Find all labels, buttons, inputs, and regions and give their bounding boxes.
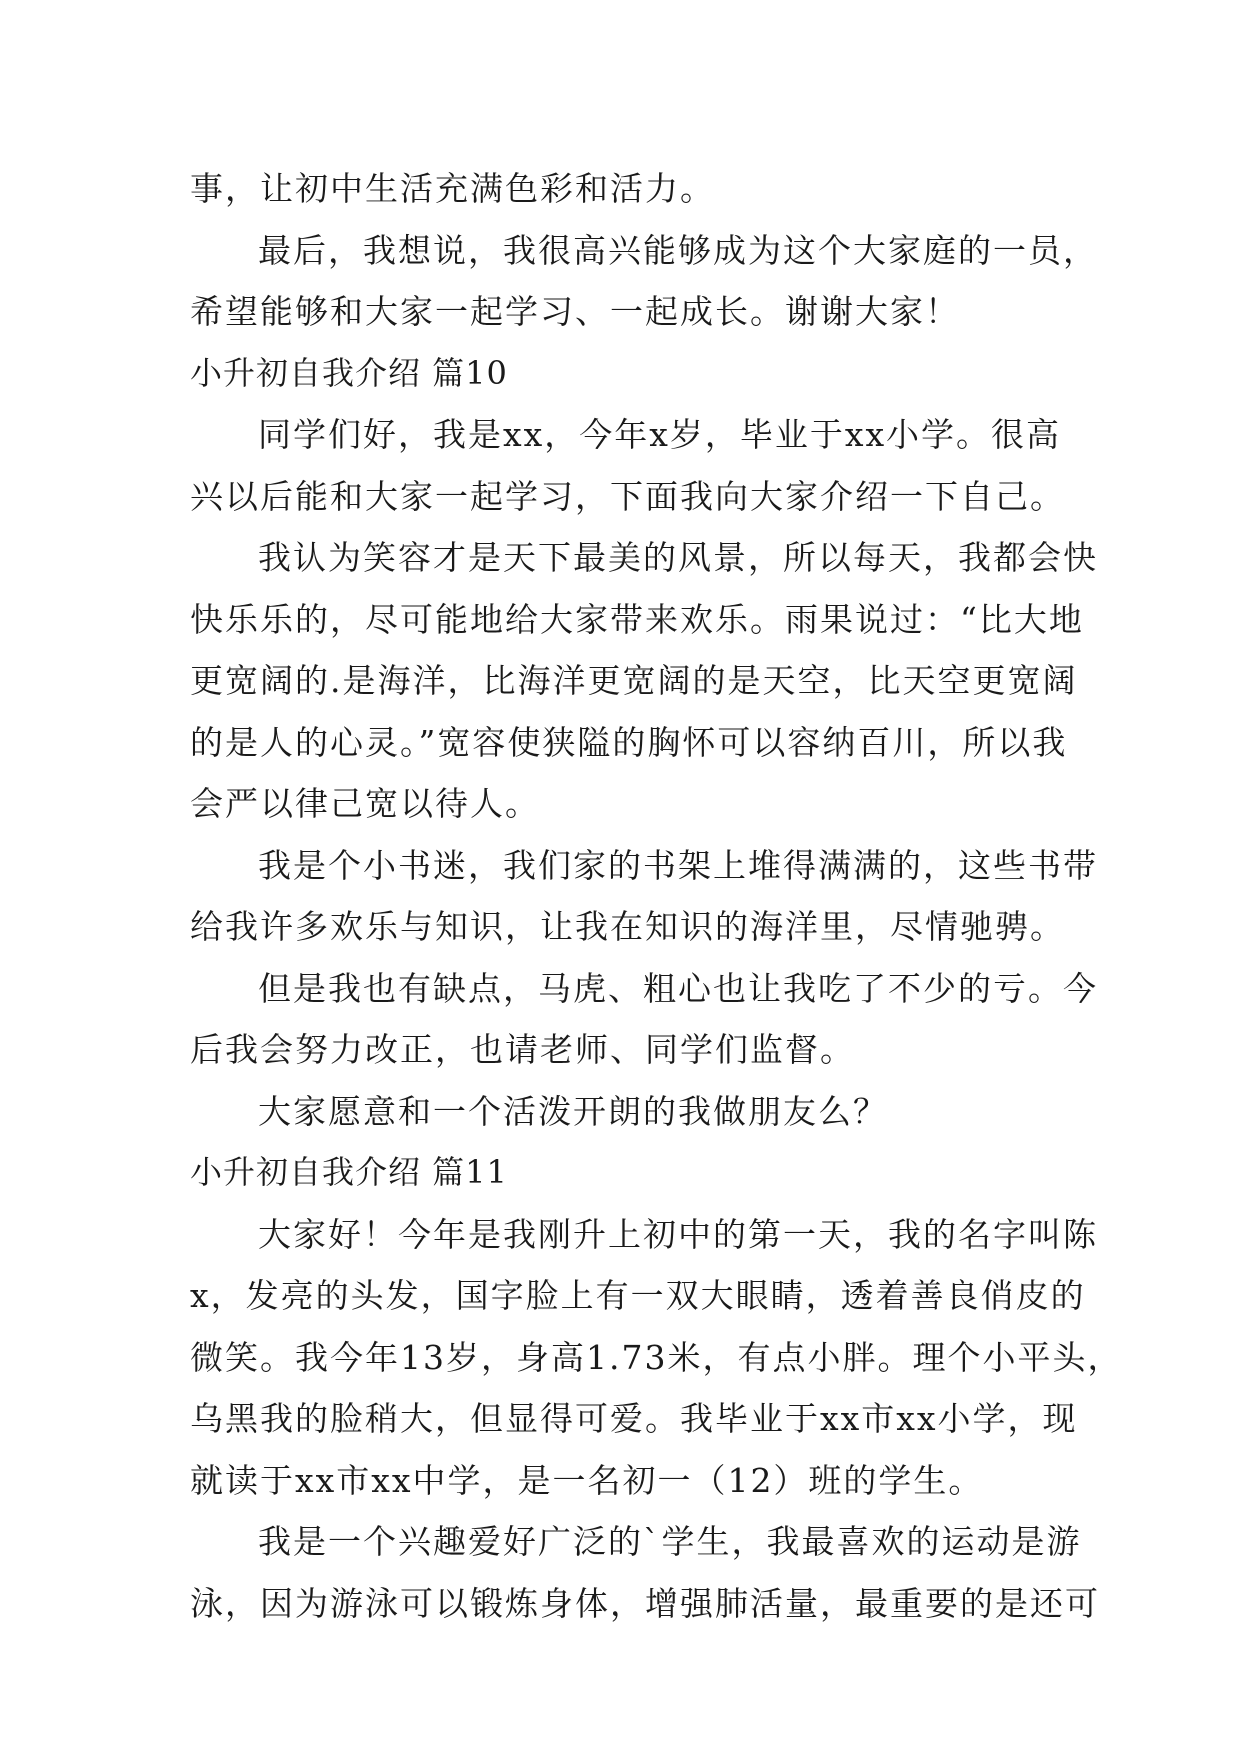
text-line: 会严以律己宽以待人。	[190, 784, 540, 823]
text-line: x，发亮的头发，国字脸上有一双大眼睛，透着善良俏皮的	[190, 1276, 1086, 1315]
text-line: 事，让初中生活充满色彩和活力。	[190, 169, 715, 208]
text-line: 乌黑我的脸稍大，但显得可爱。我毕业于xx市xx小学，现	[190, 1399, 1078, 1438]
text-line: 泳，因为游泳可以锻炼身体，增强肺活量，最重要的是还可	[190, 1583, 1100, 1623]
text-line: 最后，我想说，我很高兴能够成为这个大家庭的一员，	[258, 230, 1098, 270]
text-line: 微笑。我今年13岁，身高1.73米，有点小胖。理个小平头，	[190, 1337, 1123, 1377]
text-line: 更宽阔的.是海洋，比海洋更宽阔的是天空，比天空更宽阔	[190, 661, 1078, 700]
text-line: 就读于xx市xx中学，是一名初一（12）班的学生。	[190, 1460, 984, 1500]
section-heading: 小升初自我介绍 篇11	[190, 1153, 508, 1191]
text-line: 希望能够和大家一起学习、一起成长。谢谢大家！	[190, 292, 960, 331]
text-line: 大家愿意和一个活泼开朗的我做朋友么？	[258, 1091, 888, 1131]
text-line: 给我许多欢乐与知识，让我在知识的海洋里，尽情驰骋。	[190, 907, 1065, 946]
text-line: 但是我也有缺点，马虎、粗心也让我吃了不少的亏。今	[258, 968, 1098, 1008]
text-line: 大家好！今年是我刚升上初中的第一天，我的名字叫陈	[258, 1214, 1098, 1254]
text-line: 兴以后能和大家一起学习，下面我向大家介绍一下自己。	[190, 476, 1065, 516]
text-line: 的是人的心灵。”宽容使狭隘的胸怀可以容纳百川，所以我	[190, 722, 1068, 762]
document-body	[190, 158, 1123, 1634]
text-line: 我认为笑容才是天下最美的风景，所以每天，我都会快	[258, 538, 1098, 577]
text-line: 同学们好，我是xx，今年x岁，毕业于xx小学。很高	[258, 415, 1062, 454]
text-line: 快乐乐的，尽可能地给大家带来欢乐。雨果说过：“比大地	[190, 599, 1084, 639]
section-heading: 小升初自我介绍 篇10	[190, 353, 508, 392]
text-line: 我是一个兴趣爱好广泛的`学生，我最喜欢的运动是游	[258, 1522, 1082, 1561]
text-line: 后我会努力改正，也请老师、同学们监督。	[190, 1030, 855, 1069]
text-line: 我是个小书迷，我们家的书架上堆得满满的，这些书带	[258, 845, 1098, 885]
